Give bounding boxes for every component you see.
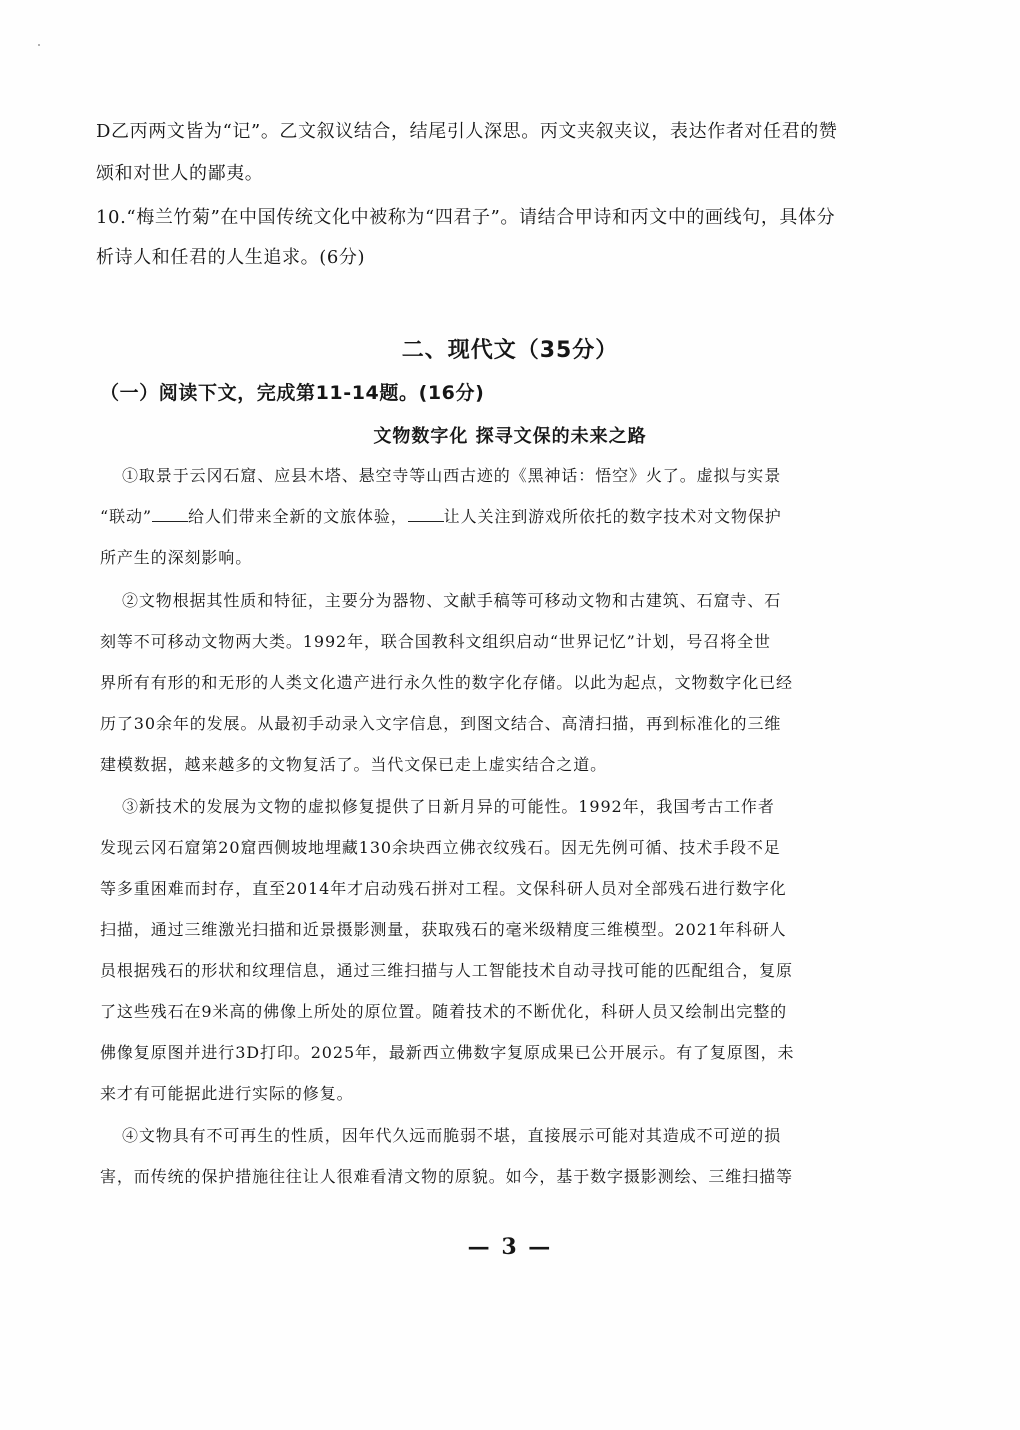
question-10-line-2: 析诗人和任君的人生追求。(6分) <box>96 247 366 268</box>
paragraph-3-line-7: 佛像复原图并进行3D打印。2025年，最新西立佛数字复原成果已公开展示。有了复原图，未 <box>100 1043 795 1062</box>
paragraph-2-line-3: 界所有有形的和无形的人类文化遗产进行永久性的数字化存储。以此为起点，文物数字化已经 <box>100 673 793 692</box>
paragraph-1-line-1: ①取景于云冈石窟、应县木塔、悬空寺等山西古迹的《黑神话：悟空》火了。虚拟与实景 <box>122 466 782 485</box>
paragraph-2-line-2: 刻等不可移动文物两大类。1992年，联合国教科文组织启动“世界记忆”计划，号召将全世 <box>100 632 771 651</box>
paragraph-3-line-5: 员根据残石的形状和纹理信息，通过三维扫描与人工智能技术自动寻找可能的匹配组合，复原 <box>100 961 793 980</box>
section-heading: 二、现代文（35分） <box>401 338 619 363</box>
option-d-line-1: D乙丙两文皆为“记”。乙文叙议结合，结尾引人深思。丙文夹叙夹议，表达作者对任君的赞 <box>96 121 838 142</box>
paragraph-3-line-6: 了这些残石在9米高的佛像上所处的原位置。随着技术的不断优化，科研人员又绘制出完整的 <box>100 1002 788 1021</box>
fill-in-blank-2 <box>408 507 444 522</box>
paragraph-3-line-2: 发现云冈石窟第20窟西侧坡地埋藏130余块西立佛衣纹残石。因无先例可循、技术手段不足 <box>100 838 781 857</box>
paragraph-3-line-4: 扫描，通过三维激光扫描和近景摄影测量，获取残石的毫米级精度三维模型。2021年科研人 <box>100 920 787 939</box>
paragraph-2-line-5: 建模数据，越来越多的文物复活了。当代文保已走上虚实结合之道。 <box>100 755 608 774</box>
paragraph-4-line-2: 害，而传统的保护措施往往让人很难看清文物的原貌。如今，基于数字摄影测绘、三维扫描等 <box>100 1167 793 1186</box>
paragraph-1-mid: 给人们带来全新的文旅体验， <box>187 507 408 526</box>
paragraph-1-quote: “联动” <box>100 507 152 526</box>
paragraph-3-line-3: 等多重困难而封存，直至2014年才启动残石拼对工程。文保科研人员对全部残石进行数字化 <box>100 879 787 898</box>
paragraph-1-tail: 让人关注到游戏所依托的数字技术对文物保护 <box>443 507 782 526</box>
paragraph-2-line-4: 历了30余年的发展。从最初手动录入文字信息，到图文结合、高清扫描，再到标准化的三维 <box>100 714 782 733</box>
fill-in-blank-1 <box>152 507 188 522</box>
paragraph-3-line-8: 来才有可能据此进行实际的修复。 <box>100 1084 354 1103</box>
paragraph-1-line-2 <box>100 506 782 528</box>
paragraph-3-line-1: ③新技术的发展为文物的虚拟修复提供了日新月异的可能性。1992年，我国考古工作者 <box>122 797 775 816</box>
scan-speck <box>38 44 40 46</box>
page-number: — 3 — <box>467 1234 553 1260</box>
paragraph-1-line-3: 所产生的深刻影响。 <box>100 548 253 567</box>
sub-section-heading: （一）阅读下文，完成第11-14题。(16分) <box>100 382 485 404</box>
question-10-line-1: 10.“梅兰竹菊”在中国传统文化中被称为“四君子”。请结合甲诗和丙文中的画线句，具体分 <box>96 207 836 228</box>
article-title: 文物数字化 探寻文保的未来之路 <box>373 426 647 447</box>
paragraph-4-line-1: ④文物具有不可再生的性质，因年代久远而脆弱不堪，直接展示可能对其造成不可逆的损 <box>122 1126 782 1145</box>
paragraph-2-line-1: ②文物根据其性质和特征，主要分为器物、文献手稿等可移动文物和古建筑、石窟寺、石 <box>122 591 782 610</box>
option-d-line-2: 颂和对世人的鄙夷。 <box>96 163 264 184</box>
